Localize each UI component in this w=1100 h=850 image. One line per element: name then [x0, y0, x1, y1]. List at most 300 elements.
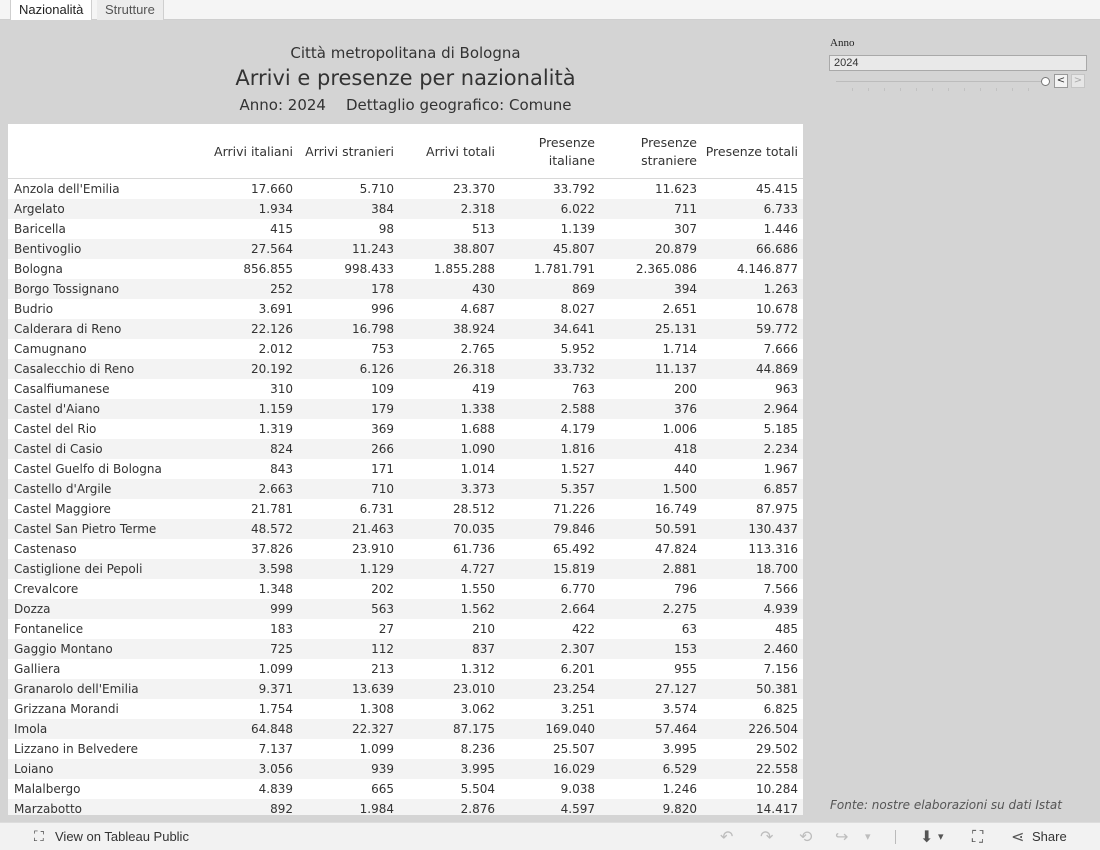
presenze-straniere-cell: 20.879 [655, 242, 697, 256]
column-header[interactable]: Arrivi italiani [214, 143, 293, 159]
comune-name-cell: Argelato [14, 202, 65, 216]
arrivi-stranieri-cell: 13.639 [352, 682, 394, 696]
presenze-italiane-cell: 3.251 [560, 702, 595, 716]
column-header[interactable] [598, 124, 697, 179]
arrivi-totali-cell: 419 [472, 382, 495, 396]
table-row[interactable] [8, 499, 803, 519]
presenze-straniere-cell: 796 [674, 582, 697, 596]
column-header[interactable] [498, 124, 595, 179]
presenze-straniere-cell: 16.749 [655, 502, 697, 516]
arrivi-totali-cell: 513 [472, 222, 495, 236]
table-row[interactable] [8, 199, 803, 219]
presenze-italiane-cell: 65.492 [553, 542, 595, 556]
arrivi-totali-cell: 38.924 [453, 322, 495, 336]
presenze-italiane-cell: 23.254 [553, 682, 595, 696]
presenze-totali-cell: 485 [775, 622, 798, 636]
presenze-totali-cell: 22.558 [756, 762, 798, 776]
arrivi-stranieri-cell: 996 [371, 302, 394, 316]
toolbar-separator [895, 830, 896, 844]
presenze-italiane-cell: 33.732 [553, 362, 595, 376]
presenze-totali-cell: 2.234 [763, 442, 798, 456]
presenze-totali-cell: 66.686 [756, 242, 798, 256]
arrivi-italiani-cell: 1.099 [258, 662, 293, 676]
anno-slider-thumb[interactable] [1041, 77, 1050, 86]
comune-name-cell: Fontanelice [14, 622, 84, 636]
refresh-icon[interactable]: ↪ [835, 827, 849, 846]
presenze-totali-cell: 113.316 [748, 542, 798, 556]
arrivi-italiani-cell: 1.754 [258, 702, 293, 716]
presenze-straniere-cell: 711 [674, 202, 697, 216]
slider-tick [1012, 88, 1013, 91]
column-header[interactable]: Arrivi totali [426, 143, 495, 159]
table-row[interactable] [8, 659, 803, 679]
presenze-straniere-cell: 11.623 [655, 182, 697, 196]
arrivi-italiani-cell: 252 [270, 282, 293, 296]
arrivi-stranieri-cell: 266 [371, 442, 394, 456]
presenze-italiane-cell: 763 [572, 382, 595, 396]
table-row[interactable] [8, 679, 803, 699]
fullscreen-icon[interactable]: ⛶ [972, 827, 984, 846]
comune-name-cell: Baricella [14, 222, 66, 236]
presenze-italiane-cell: 4.597 [560, 802, 595, 815]
arrivi-italiani-cell: 3.056 [258, 762, 293, 776]
arrivi-stranieri-cell: 21.463 [352, 522, 394, 536]
arrivi-italiani-cell: 725 [270, 642, 293, 656]
arrivi-italiani-cell: 21.781 [251, 502, 293, 516]
arrivi-italiani-cell: 856.855 [243, 262, 293, 276]
arrivi-italiani-cell: 48.572 [251, 522, 293, 536]
arrivi-totali-cell: 1.855.288 [433, 262, 495, 276]
table-row[interactable] [8, 699, 803, 719]
presenze-italiane-cell: 2.588 [560, 402, 595, 416]
arrivi-italiani-cell: 310 [270, 382, 293, 396]
arrivi-stranieri-cell: 109 [371, 382, 394, 396]
arrivi-italiani-cell: 2.012 [258, 342, 293, 356]
table-row[interactable] [8, 479, 803, 499]
arrivi-stranieri-cell: 213 [371, 662, 394, 676]
presenze-italiane-cell: 16.029 [553, 762, 595, 776]
presenze-totali-cell: 4.939 [763, 602, 798, 616]
arrivi-italiani-cell: 64.848 [251, 722, 293, 736]
presenze-straniere-cell: 955 [674, 662, 697, 676]
presenze-italiane-cell: 869 [572, 282, 595, 296]
presenze-totali-cell: 7.666 [763, 342, 798, 356]
arrivi-totali-cell: 5.504 [460, 782, 495, 796]
table-row[interactable] [8, 599, 803, 619]
table-row[interactable] [8, 799, 803, 815]
arrivi-totali-cell: 61.736 [453, 542, 495, 556]
presenze-straniere-cell: 1.714 [662, 342, 697, 356]
comune-name-cell: Castenaso [14, 542, 77, 556]
arrivi-stranieri-cell: 1.099 [359, 742, 394, 756]
comune-name-cell: Lizzano in Belvedere [14, 742, 138, 756]
arrivi-italiani-cell: 22.126 [251, 322, 293, 336]
table-row[interactable] [8, 719, 803, 739]
presenze-italiane-cell: 15.819 [553, 562, 595, 576]
presenze-straniere-cell: 418 [674, 442, 697, 456]
anno-filter-input[interactable]: 2024 [829, 55, 1087, 71]
slider-tick [916, 88, 917, 91]
table-row[interactable] [8, 259, 803, 279]
arrivi-stranieri-cell: 6.126 [359, 362, 394, 376]
arrivi-stranieri-cell: 171 [371, 462, 394, 476]
presenze-straniere-cell: 394 [674, 282, 697, 296]
arrivi-italiani-cell: 1.934 [258, 202, 293, 216]
presenze-italiane-cell: 2.307 [560, 642, 595, 656]
presenze-totali-cell: 87.975 [756, 502, 798, 516]
comune-name-cell: Casalfiumanese [14, 382, 110, 396]
presenze-totali-cell: 44.869 [756, 362, 798, 376]
presenze-totali-cell: 6.733 [763, 202, 798, 216]
arrivi-totali-cell: 38.807 [453, 242, 495, 256]
presenze-totali-cell: 18.700 [756, 562, 798, 576]
comune-name-cell: Castel Maggiore [14, 502, 111, 516]
arrivi-totali-cell: 1.312 [460, 662, 495, 676]
arrivi-stranieri-cell: 384 [371, 202, 394, 216]
arrivi-italiani-cell: 999 [270, 602, 293, 616]
column-header[interactable]: Arrivi stranieri [305, 143, 394, 159]
arrivi-stranieri-cell: 5.710 [359, 182, 394, 196]
arrivi-italiani-cell: 4.839 [258, 782, 293, 796]
presenze-totali-cell: 2.964 [763, 402, 798, 416]
presenze-straniere-cell: 440 [674, 462, 697, 476]
arrivi-stranieri-cell: 710 [371, 482, 394, 496]
presenze-straniere-cell: 2.275 [662, 602, 697, 616]
tab-bar [0, 0, 1100, 20]
arrivi-totali-cell: 210 [472, 622, 495, 636]
arrivi-italiani-cell: 824 [270, 442, 293, 456]
view-on-tableau-link[interactable]: View on Tableau Public [55, 829, 189, 844]
presenze-straniere-cell: 27.127 [655, 682, 697, 696]
presenze-totali-cell: 10.284 [756, 782, 798, 796]
presenze-straniere-cell: 1.246 [662, 782, 697, 796]
comune-name-cell: Anzola dell'Emilia [14, 182, 120, 196]
arrivi-stranieri-cell: 16.798 [352, 322, 394, 336]
header-subtitle: Città metropolitana di Bologna [290, 44, 521, 62]
redo-icon[interactable]: ↷ [760, 827, 774, 846]
table-row[interactable] [8, 379, 803, 399]
presenze-italiane-cell: 6.770 [560, 582, 595, 596]
arrivi-totali-cell: 1.090 [460, 442, 495, 456]
arrivi-stranieri-cell: 369 [371, 422, 394, 436]
undo-icon[interactable]: ↶ [720, 827, 734, 846]
presenze-italiane-cell: 169.040 [545, 722, 595, 736]
arrivi-italiani-cell: 37.826 [251, 542, 293, 556]
presenze-italiane-cell: 1.816 [560, 442, 595, 456]
comune-name-cell: Gaggio Montano [14, 642, 113, 656]
arrivi-totali-cell: 837 [472, 642, 495, 656]
arrivi-stranieri-cell: 1.129 [359, 562, 394, 576]
presenze-italiane-cell: 1.781.791 [533, 262, 595, 276]
comune-name-cell: Castel d'Aiano [14, 402, 100, 416]
comune-name-cell: Castello d'Argile [14, 482, 112, 496]
table-row[interactable] [8, 419, 803, 439]
table-row[interactable] [8, 639, 803, 659]
comune-name-cell: Casalecchio di Reno [14, 362, 135, 376]
comune-name-cell: Galliera [14, 662, 61, 676]
arrivi-totali-cell: 70.035 [453, 522, 495, 536]
presenze-totali-cell: 1.967 [763, 462, 798, 476]
arrivi-totali-cell: 430 [472, 282, 495, 296]
presenze-italiane-cell: 79.846 [553, 522, 595, 536]
presenze-straniere-cell: 63 [681, 622, 697, 636]
comune-name-cell: Camugnano [14, 342, 87, 356]
share-button[interactable]: Share [1032, 829, 1067, 844]
comune-name-cell: Castel Guelfo di Bologna [14, 462, 162, 476]
presenze-totali-cell: 7.156 [763, 662, 798, 676]
arrivi-italiani-cell: 17.660 [251, 182, 293, 196]
table-row[interactable] [8, 559, 803, 579]
tab-nazionalita[interactable]: Nazionalità [10, 0, 92, 20]
arrivi-totali-cell: 4.727 [460, 562, 495, 576]
bottom-toolbar [0, 822, 1100, 850]
comune-name-cell: Granarolo dell'Emilia [14, 682, 139, 696]
comune-name-cell: Malalbergo [14, 782, 81, 796]
presenze-straniere-cell: 25.131 [655, 322, 697, 336]
presenze-totali-cell: 7.566 [763, 582, 798, 596]
arrivi-stranieri-cell: 1.984 [359, 802, 394, 815]
arrivi-stranieri-cell: 178 [371, 282, 394, 296]
slider-tick [948, 88, 949, 91]
column-header-label: Presenze straniere [640, 134, 697, 168]
slider-next-button[interactable]: > [1071, 74, 1085, 88]
arrivi-totali-cell: 23.010 [453, 682, 495, 696]
arrivi-totali-cell: 2.876 [460, 802, 495, 815]
arrivi-italiani-cell: 3.598 [258, 562, 293, 576]
header-dettaglio: Dettaglio geografico: Comune [345, 96, 572, 114]
presenze-straniere-cell: 200 [674, 382, 697, 396]
tableau-logo-icon[interactable]: ⛶ [34, 829, 44, 845]
presenze-totali-cell: 1.263 [763, 282, 798, 296]
arrivi-italiani-cell: 27.564 [251, 242, 293, 256]
presenze-totali-cell: 10.678 [756, 302, 798, 316]
header-anno: Anno: 2024 [239, 96, 326, 114]
presenze-totali-cell: 226.504 [748, 722, 798, 736]
arrivi-stranieri-cell: 665 [371, 782, 394, 796]
table-row[interactable] [8, 539, 803, 559]
presenze-straniere-cell: 1.500 [662, 482, 697, 496]
slider-prev-button[interactable]: < [1054, 74, 1068, 88]
arrivi-italiani-cell: 1.348 [258, 582, 293, 596]
comune-name-cell: Bologna [14, 262, 63, 276]
presenze-italiane-cell: 25.507 [553, 742, 595, 756]
comune-name-cell: Castel di Casio [14, 442, 103, 456]
presenze-totali-cell: 6.857 [763, 482, 798, 496]
presenze-italiane-cell: 6.022 [560, 202, 595, 216]
table-row[interactable] [8, 239, 803, 259]
arrivi-italiani-cell: 415 [270, 222, 293, 236]
anno-slider-track[interactable] [836, 81, 1046, 82]
presenze-totali-cell: 963 [775, 382, 798, 396]
arrivi-totali-cell: 28.512 [453, 502, 495, 516]
presenze-straniere-cell: 2.881 [662, 562, 697, 576]
presenze-italiane-cell: 33.792 [553, 182, 595, 196]
presenze-straniere-cell: 3.995 [662, 742, 697, 756]
slider-tick [932, 88, 933, 91]
comune-name-cell: Marzabotto [14, 802, 83, 815]
presenze-totali-cell: 1.446 [763, 222, 798, 236]
arrivi-stranieri-cell: 6.731 [359, 502, 394, 516]
arrivi-italiani-cell: 7.137 [258, 742, 293, 756]
presenze-italiane-cell: 422 [572, 622, 595, 636]
filter-label: Anno [830, 37, 855, 49]
presenze-straniere-cell: 3.574 [662, 702, 697, 716]
presenze-italiane-cell: 34.641 [553, 322, 595, 336]
slider-tick [996, 88, 997, 91]
presenze-italiane-cell: 71.226 [553, 502, 595, 516]
arrivi-totali-cell: 1.562 [460, 602, 495, 616]
table-row[interactable] [8, 439, 803, 459]
presenze-straniere-cell: 9.820 [662, 802, 697, 815]
presenze-italiane-cell: 9.038 [560, 782, 595, 796]
arrivi-italiani-cell: 1.159 [258, 402, 293, 416]
download-dropdown-icon[interactable]: ▾ [938, 830, 944, 843]
presenze-straniere-cell: 307 [674, 222, 697, 236]
table-row[interactable] [8, 179, 803, 199]
arrivi-italiani-cell: 892 [270, 802, 293, 815]
table-row[interactable] [8, 359, 803, 379]
arrivi-stranieri-cell: 98 [378, 222, 394, 236]
comune-name-cell: Loiano [14, 762, 54, 776]
arrivi-italiani-cell: 183 [270, 622, 293, 636]
arrivi-stranieri-cell: 179 [371, 402, 394, 416]
comune-name-cell: Castiglione dei Pepoli [14, 562, 143, 576]
presenze-straniere-cell: 6.529 [662, 762, 697, 776]
table-row[interactable] [8, 279, 803, 299]
comune-name-cell: Dozza [14, 602, 51, 616]
arrivi-totali-cell: 1.688 [460, 422, 495, 436]
arrivi-totali-cell: 26.318 [453, 362, 495, 376]
arrivi-italiani-cell: 20.192 [251, 362, 293, 376]
presenze-italiane-cell: 5.357 [560, 482, 595, 496]
arrivi-totali-cell: 2.765 [460, 342, 495, 356]
arrivi-totali-cell: 8.236 [460, 742, 495, 756]
table-row[interactable] [8, 519, 803, 539]
presenze-italiane-cell: 5.952 [560, 342, 595, 356]
arrivi-totali-cell: 2.318 [460, 202, 495, 216]
comune-name-cell: Bentivoglio [14, 242, 82, 256]
comune-name-cell: Budrio [14, 302, 54, 316]
table-body [8, 179, 803, 815]
slider-tick [852, 88, 853, 91]
arrivi-stranieri-cell: 27 [378, 622, 394, 636]
presenze-totali-cell: 130.437 [748, 522, 798, 536]
table-row[interactable] [8, 399, 803, 419]
presenze-totali-cell: 45.415 [756, 182, 798, 196]
table-row[interactable] [8, 339, 803, 359]
arrivi-totali-cell: 1.338 [460, 402, 495, 416]
comune-name-cell: Castel San Pietro Terme [14, 522, 157, 536]
table-row[interactable] [8, 619, 803, 639]
header-details [8, 96, 803, 114]
arrivi-stranieri-cell: 753 [371, 342, 394, 356]
comune-name-cell: Castel del Rio [14, 422, 97, 436]
presenze-straniere-cell: 57.464 [655, 722, 697, 736]
comune-name-cell: Crevalcore [14, 582, 79, 596]
column-header[interactable]: Presenze totali [705, 143, 798, 159]
presenze-totali-cell: 29.502 [756, 742, 798, 756]
arrivi-stranieri-cell: 11.243 [352, 242, 394, 256]
presenze-italiane-cell: 4.179 [560, 422, 595, 436]
download-icon[interactable]: ⬇ [920, 827, 934, 846]
arrivi-italiani-cell: 9.371 [258, 682, 293, 696]
presenze-totali-cell: 2.460 [763, 642, 798, 656]
comune-name-cell: Imola [14, 722, 48, 736]
presenze-straniere-cell: 11.137 [655, 362, 697, 376]
presenze-straniere-cell: 153 [674, 642, 697, 656]
arrivi-stranieri-cell: 23.910 [352, 542, 394, 556]
arrivi-italiani-cell: 2.663 [258, 482, 293, 496]
presenze-totali-cell: 5.185 [763, 422, 798, 436]
comune-name-cell: Borgo Tossignano [14, 282, 120, 296]
arrivi-stranieri-cell: 563 [371, 602, 394, 616]
arrivi-stranieri-cell: 202 [371, 582, 394, 596]
comune-name-cell: Calderara di Reno [14, 322, 122, 336]
slider-tick [964, 88, 965, 91]
presenze-straniere-cell: 1.006 [662, 422, 697, 436]
arrivi-totali-cell: 1.550 [460, 582, 495, 596]
arrivi-totali-cell: 23.370 [453, 182, 495, 196]
table-row[interactable] [8, 579, 803, 599]
data-table [8, 124, 803, 815]
table-header [8, 124, 803, 179]
arrivi-totali-cell: 4.687 [460, 302, 495, 316]
presenze-italiane-cell: 45.807 [553, 242, 595, 256]
arrivi-totali-cell: 3.373 [460, 482, 495, 496]
arrivi-stranieri-cell: 939 [371, 762, 394, 776]
presenze-straniere-cell: 47.824 [655, 542, 697, 556]
slider-tick [884, 88, 885, 91]
presenze-italiane-cell: 8.027 [560, 302, 595, 316]
table-row[interactable] [8, 219, 803, 239]
arrivi-stranieri-cell: 22.327 [352, 722, 394, 736]
presenze-totali-cell: 4.146.877 [736, 262, 798, 276]
arrivi-totali-cell: 87.175 [453, 722, 495, 736]
refresh-dropdown-icon[interactable]: ▾ [865, 830, 871, 843]
source-note: Fonte: nostre elaborazioni su dati Istat [830, 798, 1062, 812]
tab-strutture[interactable]: Strutture [97, 0, 164, 20]
slider-tick [1028, 88, 1029, 91]
presenze-totali-cell: 59.772 [756, 322, 798, 336]
arrivi-totali-cell: 3.062 [460, 702, 495, 716]
share-icon[interactable]: ⋖ [1011, 827, 1025, 846]
revert-icon[interactable]: ⟲ [799, 827, 813, 846]
table-row[interactable] [8, 739, 803, 759]
table-row[interactable] [8, 779, 803, 799]
presenze-straniere-cell: 2.365.086 [635, 262, 697, 276]
presenze-italiane-cell: 6.201 [560, 662, 595, 676]
page-title: Arrivi e presenze per nazionalità [235, 66, 576, 90]
arrivi-totali-cell: 1.014 [460, 462, 495, 476]
arrivi-stranieri-cell: 1.308 [359, 702, 394, 716]
table-row[interactable] [8, 319, 803, 339]
presenze-totali-cell: 14.417 [756, 802, 798, 815]
presenze-totali-cell: 50.381 [756, 682, 798, 696]
arrivi-italiani-cell: 1.319 [258, 422, 293, 436]
table-row[interactable] [8, 299, 803, 319]
column-header-label: Presenze italiane [538, 134, 595, 168]
arrivi-italiani-cell: 843 [270, 462, 293, 476]
slider-tick [980, 88, 981, 91]
presenze-totali-cell: 6.825 [763, 702, 798, 716]
presenze-italiane-cell: 1.527 [560, 462, 595, 476]
presenze-italiane-cell: 1.139 [560, 222, 595, 236]
table-row[interactable] [8, 459, 803, 479]
table-row[interactable] [8, 759, 803, 779]
arrivi-italiani-cell: 3.691 [258, 302, 293, 316]
slider-tick [868, 88, 869, 91]
presenze-straniere-cell: 376 [674, 402, 697, 416]
